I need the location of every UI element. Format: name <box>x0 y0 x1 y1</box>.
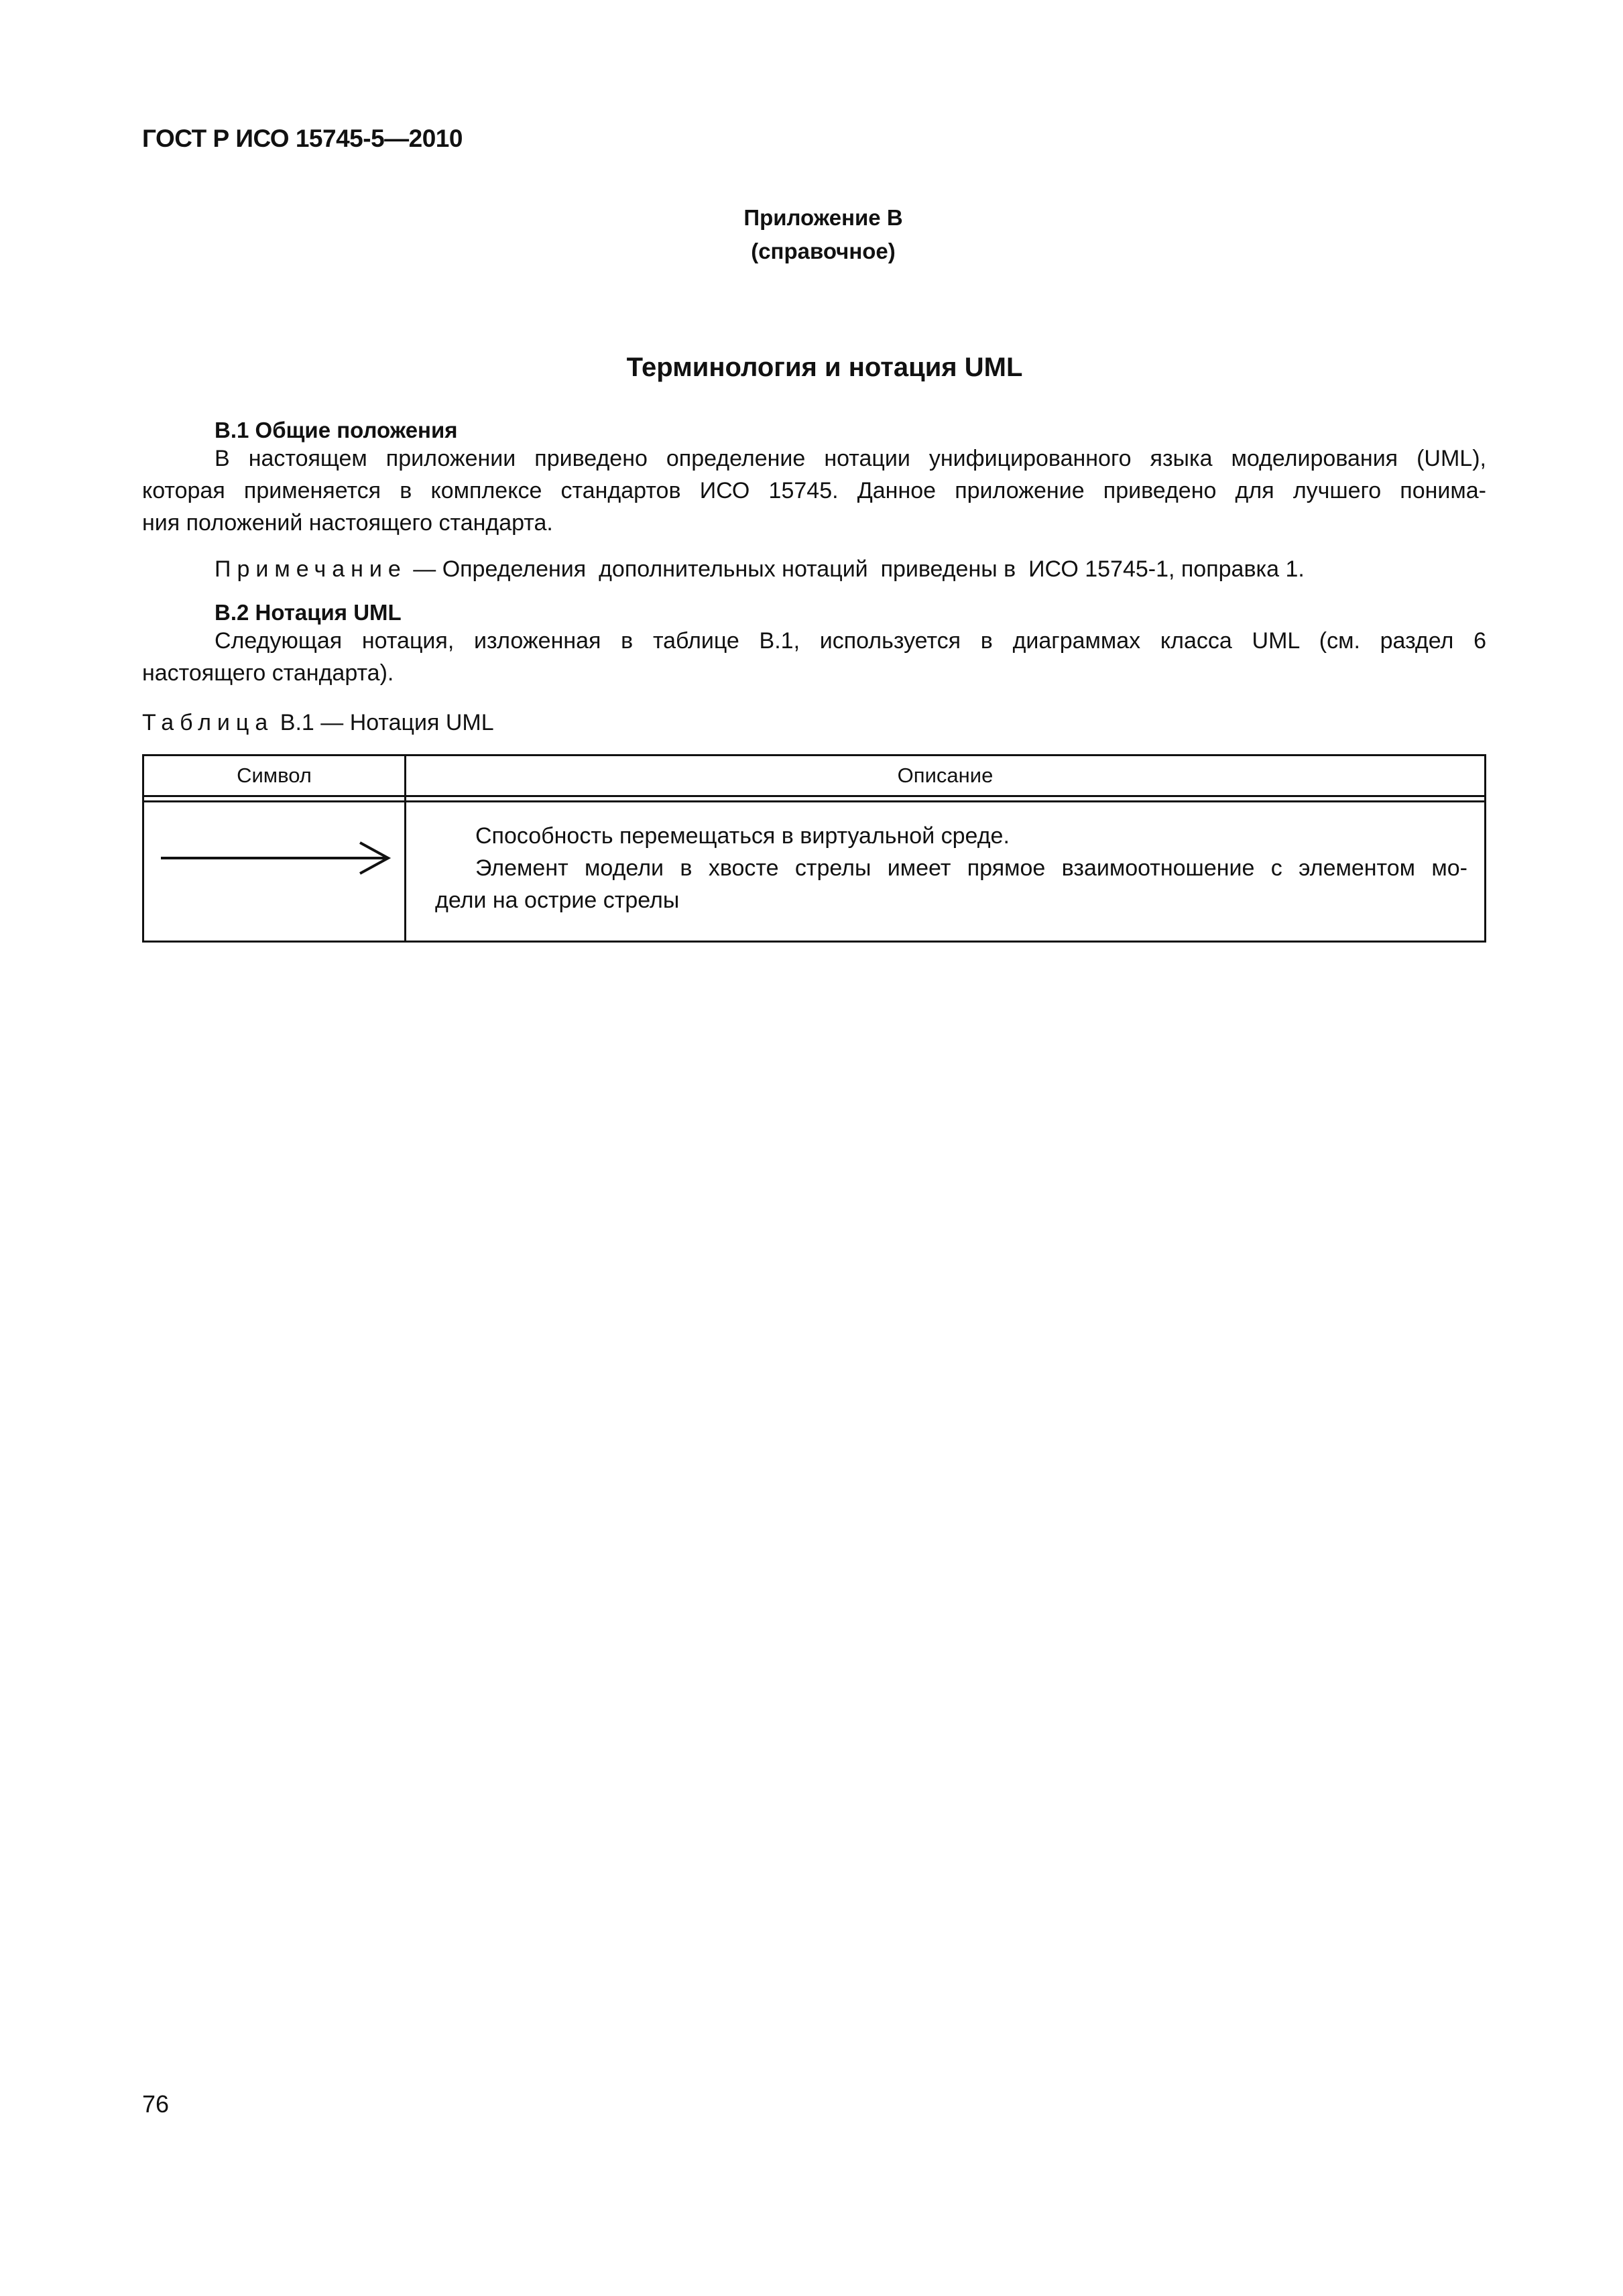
note-text: — Определения дополнительных нотаций приведены в ИСО 15745-1, поправка 1. <box>413 556 1305 582</box>
table-caption <box>142 707 494 739</box>
section-b1-heading: B.1 Общие положения <box>215 418 458 442</box>
table-header-symbol: Символ <box>237 764 312 787</box>
annex-title: Терминология и нотация UML <box>626 353 1023 382</box>
table-caption-text: B.1 — Нотация UML <box>280 710 494 735</box>
table-row-symbol-cell <box>144 802 404 941</box>
paragraph-line: настоящего стандарта). <box>142 660 394 686</box>
paragraph-line: которая применяется в комплексе стандартов ИСО 15745. Данное приложение приведено для лучшего понима- <box>142 478 1486 503</box>
page-number: 76 <box>142 2090 170 2118</box>
description-line: Способность перемещаться в виртуальной среде. <box>475 823 1010 849</box>
column-divider <box>404 756 406 941</box>
paragraph-line: В настоящем приложении приведено определение нотации унифицированного языка моделирования (UML), <box>215 446 1486 471</box>
appendix-title: Приложение В <box>743 205 903 230</box>
paragraph-line: Следующая нотация, изложенная в таблице B.1, используется в диаграммах класса UML (см. раздел 6 <box>215 628 1486 654</box>
paragraph-line: ния положений настоящего стандарта. <box>142 510 553 536</box>
section-b1-paragraph <box>142 442 1486 539</box>
notation-table <box>142 754 1486 943</box>
appendix-status: (справочное) <box>751 239 896 263</box>
table-caption-label: Таблица <box>142 710 274 735</box>
description-line: дели на острие стрелы <box>435 888 680 913</box>
navigable-association-arrow-icon <box>144 802 404 941</box>
section-b2-heading: B.2 Нотация UML <box>215 600 402 625</box>
document-code: ГОСТ Р ИСО 15745-5—2010 <box>142 125 463 152</box>
header-rule <box>144 795 1484 797</box>
table-row-description-cell <box>435 820 1467 916</box>
table-header-description: Описание <box>897 764 994 787</box>
appendix-heading <box>716 201 930 268</box>
note-label: Примечание <box>215 556 407 582</box>
description-line: Элемент модели в хвосте стрелы имеет прямое взаимоотношение с элементом мо- <box>475 855 1467 881</box>
section-b2-paragraph <box>142 625 1486 689</box>
note <box>215 553 1305 585</box>
